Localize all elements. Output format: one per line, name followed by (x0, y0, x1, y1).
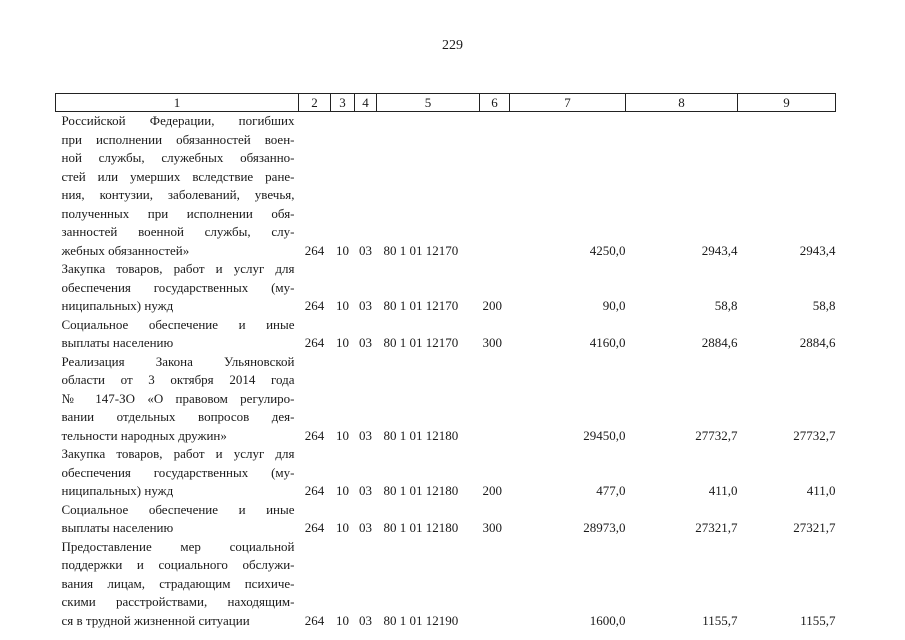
table-row (56, 353, 836, 446)
header-col-3: 3 (331, 94, 355, 112)
amount-actual: 58,8 (714, 298, 738, 313)
subsection-code: 03 (359, 520, 372, 535)
amount-planned: 4250,0 (589, 242, 626, 258)
target-article-code: 80 1 01 12170 (383, 335, 459, 350)
row-name-line: ниципальных) нужд (61, 298, 174, 313)
header-col-8: 8 (626, 94, 738, 112)
row-name-line: Социальное обеспечение и иные (61, 316, 295, 332)
section-code: 10 (336, 427, 349, 443)
row-name (56, 353, 299, 446)
row-name-line: ся в трудной жизненной ситуации (61, 612, 250, 628)
expense-type-code (480, 112, 510, 261)
target-article-code: 80 1 01 12180 (383, 520, 459, 535)
table-row (56, 316, 836, 353)
row-name-line: обеспечения государственных (му- (61, 279, 295, 295)
row-name (56, 538, 299, 631)
expense-type-code (480, 538, 510, 631)
header-col-2: 2 (299, 94, 331, 112)
amount-actual: 2884,6 (701, 335, 738, 350)
row-name-line: жебных обязанностей» (61, 242, 190, 258)
row-name-line: занностей военной службы, слу- (61, 224, 295, 239)
row-name (56, 260, 299, 316)
amount-planned: 29450,0 (583, 427, 626, 443)
subsection-code: 03 (359, 483, 372, 498)
page-number: 229 (442, 38, 463, 53)
header-col-5: 5 (377, 94, 480, 112)
header-col-7: 7 (510, 94, 626, 112)
section-code: 10 (336, 335, 349, 350)
amount-executed: 1155,7 (800, 612, 836, 628)
section-code: 10 (336, 483, 349, 498)
row-name-line: при исполнении обязанностей воен- (61, 131, 295, 147)
row-name-line: стей или умерших вследствие ране- (61, 168, 295, 184)
row-name (56, 501, 299, 538)
header-col-1: 1 (56, 94, 299, 112)
row-name-line: Предоставление мер социальной (61, 538, 295, 554)
row-name-line: вании отдельных вопросов дея- (61, 409, 295, 424)
table-row (56, 445, 836, 501)
table-body (56, 112, 836, 631)
expense-type-code: 200 (482, 483, 502, 498)
amount-planned: 477,0 (596, 483, 626, 498)
chapter-code: 264 (304, 242, 325, 258)
budget-table (55, 93, 836, 630)
row-name-line: ниципальных) нужд (61, 483, 174, 498)
row-name-line: вания лицам, страдающим психиче- (61, 575, 295, 591)
amount-executed: 27732,7 (793, 427, 836, 443)
subsection-code: 03 (359, 427, 372, 443)
table-row (56, 260, 836, 316)
chapter-code: 264 (304, 483, 325, 498)
amount-executed: 2884,6 (799, 335, 836, 350)
row-name-line: полученных при исполнении обя- (61, 205, 295, 221)
row-name (56, 445, 299, 501)
row-name-line: выплаты населению (61, 335, 174, 350)
row-name-line: Российской Федерации, погибших (61, 113, 295, 128)
section-code: 10 (336, 520, 349, 535)
amount-actual: 1155,7 (702, 612, 738, 628)
amount-actual: 27321,7 (695, 520, 738, 535)
row-name-line: выплаты населению (61, 520, 174, 535)
table-row (56, 112, 836, 261)
header-col-9: 9 (738, 94, 836, 112)
expense-type-code: 300 (482, 335, 502, 350)
row-name (56, 112, 299, 261)
table-header (56, 94, 836, 112)
row-name-line: № 147-ЗО «О правовом регулиро- (61, 390, 295, 406)
amount-actual: 411,0 (708, 483, 738, 498)
target-article-code: 80 1 01 12180 (383, 483, 459, 498)
header-col-4: 4 (355, 94, 377, 112)
amount-executed: 27321,7 (793, 520, 836, 535)
amount-executed: 411,0 (806, 483, 836, 498)
chapter-code: 264 (304, 298, 325, 313)
section-code: 10 (336, 298, 349, 313)
subsection-code: 03 (359, 298, 372, 313)
amount-planned: 90,0 (602, 298, 626, 313)
target-article-code: 80 1 01 12170 (383, 242, 459, 258)
expense-type-code: 200 (482, 298, 502, 313)
row-name-line: Реализация Закона Ульяновской (61, 353, 295, 369)
target-article-code: 80 1 01 12180 (383, 427, 459, 443)
row-name-line: Социальное обеспечение и иные (61, 501, 295, 517)
row-name-line: ной службы, служебных обязанно- (61, 150, 295, 165)
target-article-code: 80 1 01 12190 (383, 612, 459, 628)
row-name-line: ния, контузии, заболеваний, увечья, (61, 187, 295, 202)
subsection-code: 03 (359, 612, 372, 628)
amount-planned: 4160,0 (589, 335, 626, 350)
amount-executed: 2943,4 (799, 242, 836, 258)
section-code: 10 (336, 612, 349, 628)
amount-executed: 58,8 (812, 298, 836, 313)
row-name (56, 316, 299, 353)
row-name-line: скими расстройствами, находящим- (61, 594, 295, 609)
row-name-line: тельности народных дружин» (61, 427, 227, 443)
row-name-line: обеспечения государственных (му- (61, 464, 295, 480)
target-article-code: 80 1 01 12170 (383, 298, 459, 313)
amount-planned: 28973,0 (583, 520, 626, 535)
subsection-code: 03 (359, 335, 372, 350)
table-row (56, 538, 836, 631)
row-name-line: Закупка товаров, работ и услуг для (61, 261, 295, 276)
section-code: 10 (336, 242, 349, 258)
row-name-line: Закупка товаров, работ и услуг для (61, 446, 295, 461)
chapter-code: 264 (304, 520, 325, 535)
expense-type-code: 300 (482, 520, 502, 535)
amount-actual: 27732,7 (695, 427, 738, 443)
amount-planned: 1600,0 (589, 612, 626, 628)
amount-actual: 2943,4 (701, 242, 738, 258)
subsection-code: 03 (359, 242, 372, 258)
row-name-line: области от 3 октября 2014 года (61, 372, 295, 387)
chapter-code: 264 (304, 335, 325, 350)
chapter-code: 264 (304, 612, 325, 628)
row-name-line: поддержки и социального обслужи- (61, 557, 295, 572)
header-col-6: 6 (480, 94, 510, 112)
expense-type-code (480, 353, 510, 446)
chapter-code: 264 (304, 427, 325, 443)
table-row (56, 501, 836, 538)
